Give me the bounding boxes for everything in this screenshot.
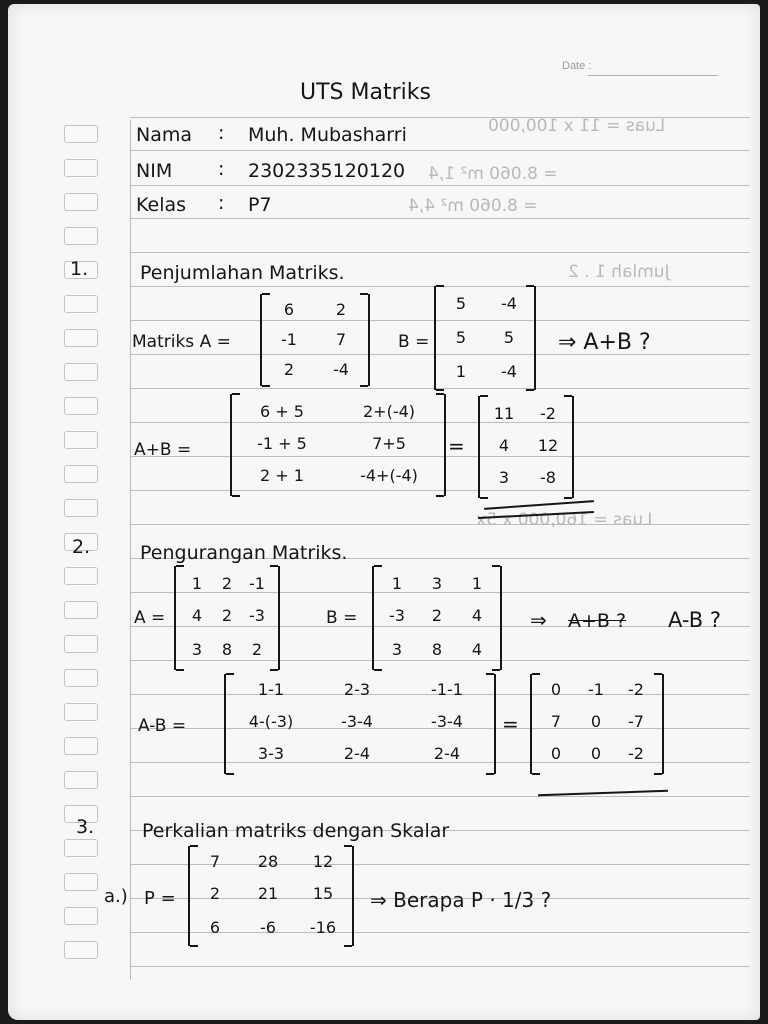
matrix-cell: -16 (309, 918, 337, 937)
matrix-cell: 2 (221, 574, 233, 593)
ruled-line (130, 252, 750, 253)
margin-checkbox (64, 567, 98, 585)
matrix-cell: 4-(-3) (248, 712, 294, 731)
q2-diff-label: A-B = (138, 716, 187, 736)
matrix-cell: -3 (389, 606, 405, 625)
bleed-through-text: Jumlah 1 . 2 (568, 262, 670, 282)
page-title: UTS Matriks (300, 80, 431, 105)
matrix-cell: 2-4 (343, 744, 371, 763)
margin-checkbox (64, 771, 98, 789)
matrix-cell: -2 (628, 744, 644, 763)
matrix-cell: 15 (312, 884, 334, 903)
ruled-line (130, 796, 750, 797)
matrix-a2 (174, 566, 280, 670)
matrix-cell: 0 (550, 744, 562, 763)
q1-question: ⇒ A+B ? (558, 330, 651, 355)
matrix-cell: -2 (540, 404, 556, 423)
margin-checkbox (64, 159, 98, 177)
matrix-cell: 2 (221, 606, 233, 625)
ruled-line (130, 185, 750, 186)
matrix-cell: 4 (191, 606, 203, 625)
q2-heading: Pengurangan Matriks. (140, 542, 348, 564)
matrix-cell: 4 (498, 436, 510, 455)
question-number: 1. (70, 258, 89, 280)
matrix-cell: 2+(-4) (362, 402, 416, 421)
matrix-cell: -3-4 (431, 712, 463, 731)
nim-label: NIM (136, 160, 173, 182)
matrix-cell: 2-4 (433, 744, 461, 763)
matrix-cell: 3 (391, 640, 403, 659)
kelas-value: P7 (248, 194, 272, 216)
matrix-cell: 2 + 1 (260, 466, 304, 485)
matrix-cell: 3-3 (257, 744, 285, 763)
margin-checkbox (64, 227, 98, 245)
matrix-cell: 6 (209, 918, 221, 937)
matrix-cell: -1 (281, 330, 297, 349)
matrix-cell: -3-4 (341, 712, 373, 731)
matrix-diff-result (530, 674, 664, 774)
matrix-cell: -4 (501, 294, 517, 313)
ruled-line (130, 218, 750, 219)
equals-sign: = (502, 712, 519, 736)
q2-b-label: B = (326, 608, 358, 628)
matrix-cell: 7 (550, 712, 562, 731)
matrix-cell: 1 (191, 574, 203, 593)
matrix-cell: 7 (209, 852, 221, 871)
matrix-cell: 8 (221, 640, 233, 659)
matrix-cell: 11 (493, 404, 515, 423)
margin-checkbox (64, 839, 98, 857)
matrix-a (260, 294, 370, 386)
matrix-b2 (372, 566, 502, 670)
matrix-cell: -8 (540, 468, 556, 487)
arrow-symbol: ⇒ (530, 608, 547, 632)
q3-question: ⇒ Berapa P · 1/3 ? (370, 888, 552, 912)
name-value: Muh. Mubasharri (248, 124, 407, 146)
matrix-cell: 6 + 5 (260, 402, 304, 421)
colon: : (218, 122, 225, 144)
margin-checkbox (64, 907, 98, 925)
matrix-cell: 2 (209, 884, 221, 903)
q3-p-label: P = (144, 888, 176, 909)
matrix-cell: 2 (283, 360, 295, 379)
matrix-cell: 7+5 (372, 434, 406, 453)
q1-sum-label: A+B = (134, 440, 192, 460)
matrix-cell: -3 (249, 606, 265, 625)
matrix-sum (230, 394, 446, 496)
bleed-through-text: = 8.060 m² 4,4 (408, 196, 538, 216)
matrix-cell: 1 (455, 362, 467, 381)
q3-part-label: a.) (104, 886, 128, 907)
colon: : (218, 158, 225, 180)
matrix-cell: 2 (251, 640, 263, 659)
matrix-cell: -4 (501, 362, 517, 381)
margin-checkbox (64, 465, 98, 483)
matrix-cell: 5 (455, 328, 467, 347)
matrix-cell: 2 (335, 300, 347, 319)
date-label: Date : (562, 60, 592, 72)
matrix-cell: 8 (431, 640, 443, 659)
margin-checkbox (64, 737, 98, 755)
ruled-line (130, 150, 750, 151)
matrix-cell: 28 (257, 852, 279, 871)
margin-checkbox (64, 329, 98, 347)
ruled-line (130, 524, 750, 525)
matrix-cell: 5 (455, 294, 467, 313)
q1-heading: Penjumlahan Matriks. (140, 262, 345, 284)
colon: : (218, 192, 225, 214)
matrix-cell: -1 (588, 680, 604, 699)
matrix-cell: 3 (431, 574, 443, 593)
bleed-through-text: Luas = 160,000 x 5x (476, 510, 653, 530)
name-label: Nama (136, 124, 193, 146)
matrix-cell: 1 (471, 574, 483, 593)
date-line (588, 75, 718, 76)
margin-checkbox (64, 499, 98, 517)
struck-question: A+B ? (568, 610, 627, 632)
question-number: 3. (76, 816, 95, 838)
matrix-cell: -1 (249, 574, 265, 593)
matrix-b (434, 286, 536, 390)
matrix-cell: 12 (312, 852, 334, 871)
kelas-label: Kelas (136, 194, 187, 216)
matrix-cell: 3 (498, 468, 510, 487)
margin-checkbox (64, 703, 98, 721)
nim-value: 2302335120120 (248, 160, 406, 182)
margin-checkbox (64, 295, 98, 313)
ruled-line (130, 966, 750, 967)
matrix-cell: 0 (590, 712, 602, 731)
margin-checkbox (64, 397, 98, 415)
q2-a-label: A = (134, 608, 166, 628)
margin-checkbox (64, 431, 98, 449)
margin-checkbox (64, 193, 98, 211)
matrix-cell: -4+(-4) (360, 466, 418, 485)
margin-checkbox (64, 941, 98, 959)
matrix-cell: 2 (431, 606, 443, 625)
matrix-cell: 1-1 (257, 680, 285, 699)
margin-checkbox (64, 601, 98, 619)
matrix-cell: 5 (503, 328, 515, 347)
margin-checkbox (64, 873, 98, 891)
margin-checkbox (64, 635, 98, 653)
question-number: 2. (72, 536, 91, 558)
margin-checkbox (64, 669, 98, 687)
matrix-cell: 0 (550, 680, 562, 699)
matrix-cell: 2-3 (343, 680, 371, 699)
matrix-cell: 6 (283, 300, 295, 319)
matrix-cell: -1 + 5 (257, 434, 307, 453)
matrix-cell: -4 (333, 360, 349, 379)
matrix-cell: 3 (191, 640, 203, 659)
matrix-cell: 1 (391, 574, 403, 593)
matrix-p (188, 846, 354, 946)
equals-sign: = (448, 434, 465, 458)
matrix-cell: 7 (335, 330, 347, 349)
matrix-sum-result (478, 396, 574, 498)
matrix-cell: 12 (537, 436, 559, 455)
notebook-page (8, 4, 760, 1020)
margin-checkbox (64, 125, 98, 143)
matrix-cell: 21 (257, 884, 279, 903)
margin-checkbox (64, 363, 98, 381)
bleed-through-text: = 8.060 m² 1,4 (428, 164, 558, 184)
q1-b-label: B = (398, 332, 430, 352)
matrix-diff (224, 674, 496, 774)
bleed-through-text: Luas = 11 x 100,000 (488, 116, 666, 136)
matrix-cell: 4 (471, 606, 483, 625)
q1-matrix-label: Matriks A = (132, 332, 231, 352)
q3-heading: Perkalian matriks dengan Skalar (142, 820, 450, 842)
answer-underline (484, 500, 594, 510)
matrix-cell: -2 (628, 680, 644, 699)
matrix-cell: 0 (590, 744, 602, 763)
matrix-cell: 4 (471, 640, 483, 659)
matrix-cell: -7 (628, 712, 644, 731)
matrix-cell: -1-1 (431, 680, 463, 699)
q2-question: A-B ? (668, 608, 721, 632)
margin-line (130, 120, 131, 980)
matrix-cell: -6 (260, 918, 276, 937)
